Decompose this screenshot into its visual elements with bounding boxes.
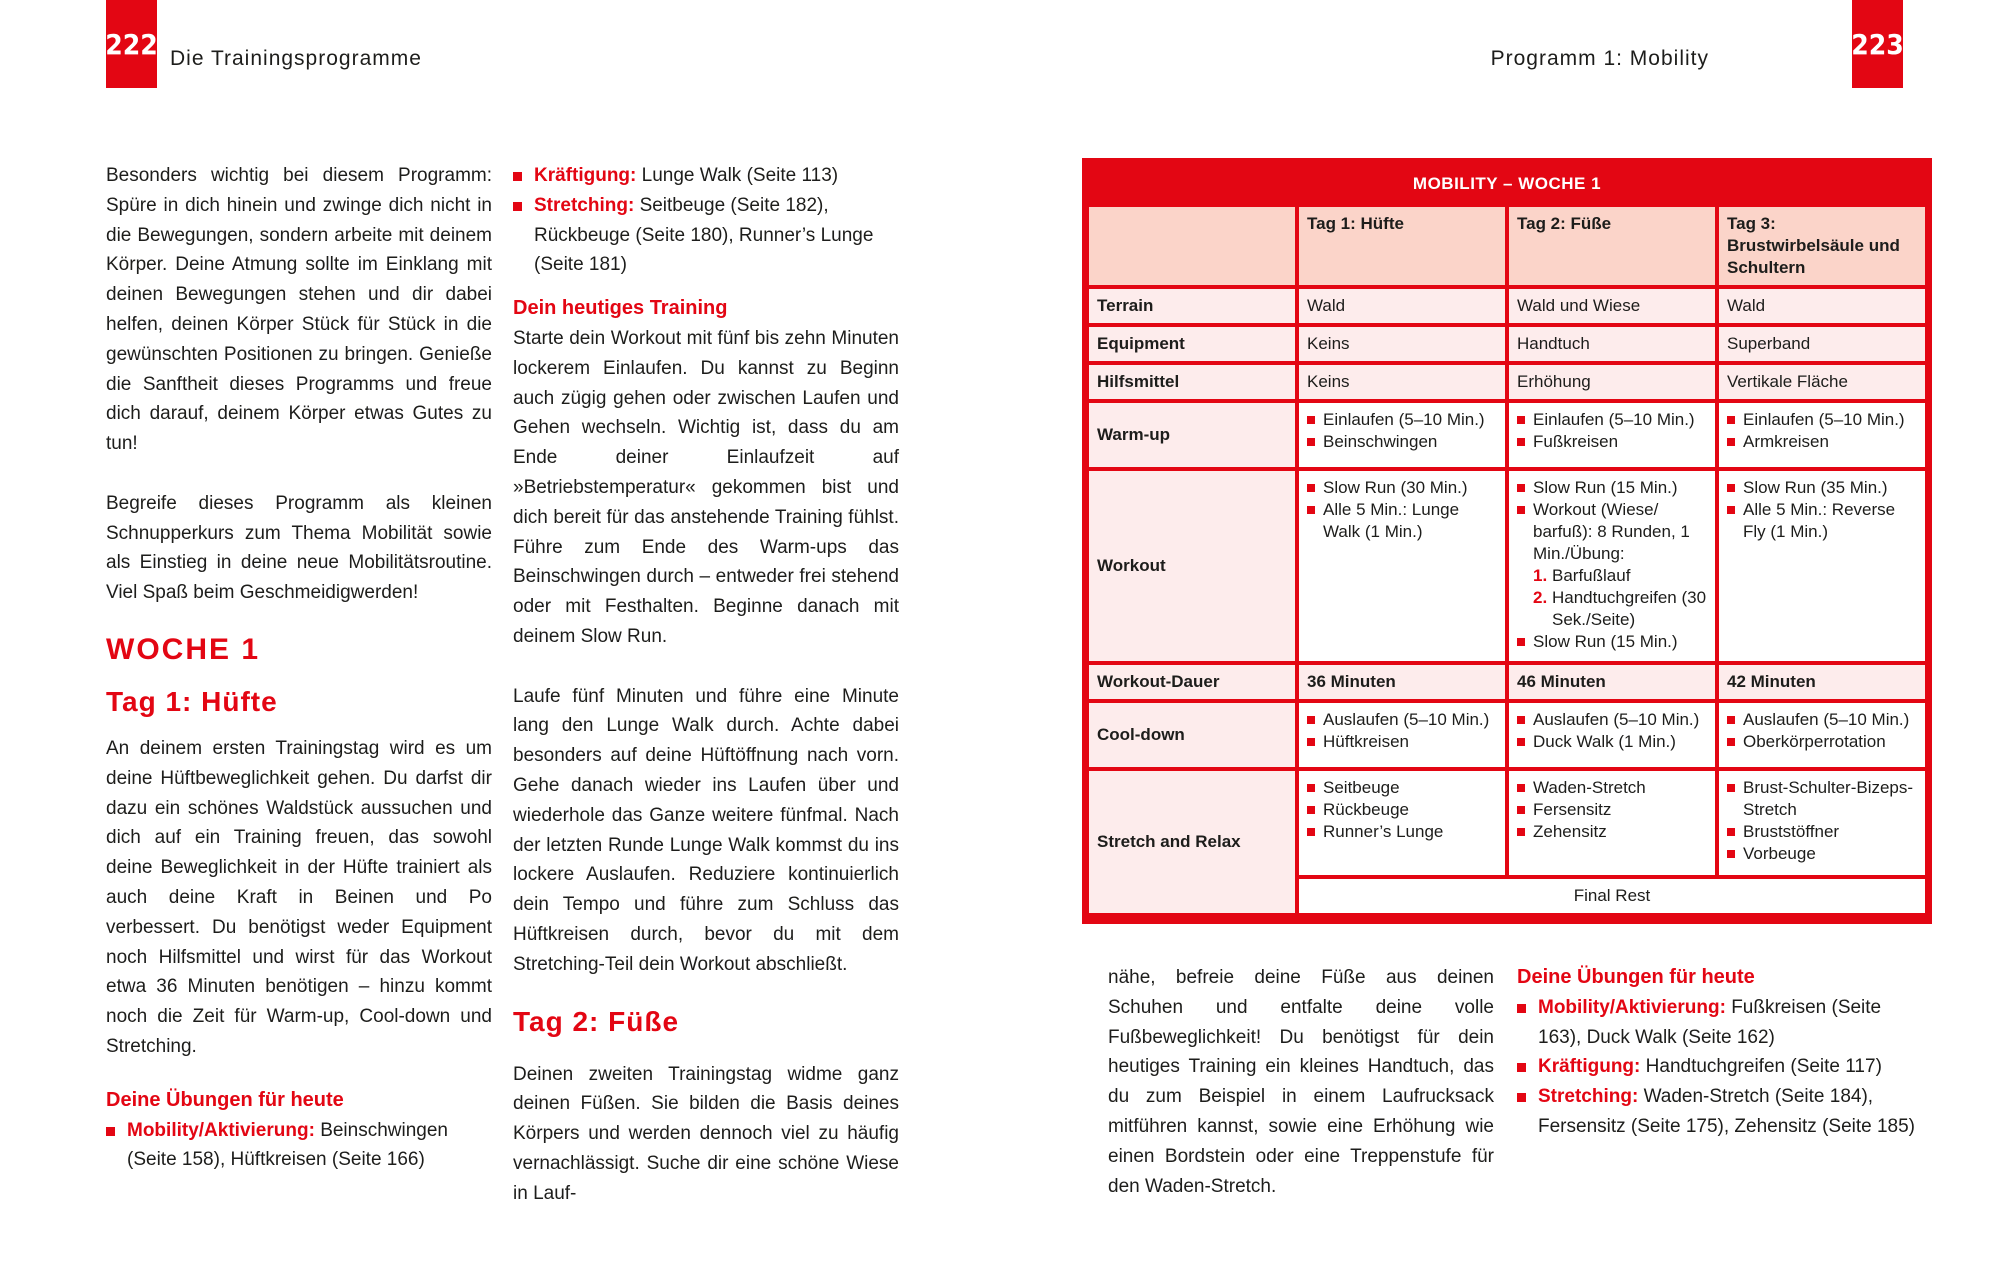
exercise-text: Handtuchgreifen (Seite 117) xyxy=(1645,1056,1882,1078)
table-header-day2: Tag 2: Füße xyxy=(1509,207,1715,285)
mobility-week1-table xyxy=(1082,158,1932,924)
table-row xyxy=(1089,289,1925,323)
day1-heading: Tag 1: Hüfte xyxy=(106,685,278,717)
table-cell xyxy=(1299,703,1505,767)
table-cell: 42 Minuten xyxy=(1719,665,1925,699)
training-heading: Dein heutiges Training xyxy=(513,297,728,320)
table-header-day3: Tag 3: Brustwirbelsäule und Schultern xyxy=(1719,207,1925,285)
table-cell: Erhöhung xyxy=(1509,365,1715,399)
final-rest-cell: Final Rest xyxy=(1299,879,1925,913)
table-row xyxy=(1089,365,1925,399)
week-heading: WOCHE 1 xyxy=(106,632,261,666)
list-item: Fersensitz xyxy=(1517,799,1707,821)
table-cell: 46 Minuten xyxy=(1509,665,1715,699)
list-item: Waden-Stretch xyxy=(1517,777,1707,799)
schedule-table xyxy=(1085,161,1929,917)
row-label-hilfsmittel: Hilfsmittel xyxy=(1089,365,1295,399)
list-item: Alle 5 Min.: Lunge Walk (1 Min.) xyxy=(1307,499,1497,543)
list-text: Handtuchgreifen (30 Sek./Seite) xyxy=(1552,588,1707,629)
list-item: Auslaufen (5–10 Min.) xyxy=(1517,709,1707,731)
exercise-label: Kräftigung: xyxy=(1538,1056,1641,1078)
list-item: Auslaufen (5–10 Min.) xyxy=(1307,709,1497,731)
table-cell xyxy=(1719,471,1925,661)
list-item xyxy=(1517,1082,1917,1142)
row-label-duration: Workout-Dauer xyxy=(1089,665,1295,699)
day2-heading: Tag 2: Füße xyxy=(513,1005,680,1037)
running-head-right: Programm 1: Mobility xyxy=(1490,47,1709,70)
table-cell: Wald xyxy=(1719,289,1925,323)
table-cell: 36 Minuten xyxy=(1299,665,1505,699)
list-item xyxy=(1517,499,1707,631)
list-item: Rückbeuge xyxy=(1307,799,1497,821)
exercise-text: Beinschwingen (Seite 158), Hüftkreisen (Seite 166) xyxy=(127,1119,448,1171)
table-row xyxy=(1089,665,1925,699)
table-cell xyxy=(1719,703,1925,767)
list-item xyxy=(513,191,899,280)
list-text: Barfußlauf xyxy=(1552,566,1631,585)
table-cell: Wald xyxy=(1299,289,1505,323)
list-item: Hüftkreisen xyxy=(1307,731,1497,753)
table-cell xyxy=(1299,471,1505,661)
table-cell: Keins xyxy=(1299,327,1505,361)
table-row xyxy=(1089,403,1925,467)
intro-paragraph: Besonders wichtig bei diesem Programm: Spüre in dich hinein und zwinge dich nicht in die Bewegungen, sondern arbeite mit deinem Körper. Deine Atmung sollte im Einklang mit deinen Bewegungen stehen und dir dabei helfen, deinen Körper Stück für Stück in die gewünschten Positionen zu bringen. Genieße die Sanftheit dieses Programms und freue dich darauf, deinem Körper etwas Gutes zu tun! xyxy=(106,165,492,455)
numbered-list xyxy=(1533,565,1707,631)
table-cell xyxy=(1719,403,1925,467)
table-cell: Wald und Wiese xyxy=(1509,289,1715,323)
left-column-1 xyxy=(106,161,492,1175)
list-item: Brust-Schulter-Bizeps-Stretch xyxy=(1727,777,1917,821)
exercise-label: Kräftigung: xyxy=(534,165,637,186)
table-row xyxy=(1089,471,1925,661)
exercises-heading-left: Deine Übungen für heute xyxy=(106,1088,344,1111)
exercise-label: Stretching: xyxy=(534,194,635,216)
list-item: Einlaufen (5–10 Min.) xyxy=(1307,409,1497,431)
exercise-text: Waden-Stretch (Seite 184), Fersensitz (Seite 175), Zehensitz (Seite 185) xyxy=(1538,1086,1916,1137)
list-item xyxy=(106,1116,492,1176)
exercise-text: Fußkreisen (Seite 163), Duck Walk (Seite 162) xyxy=(1538,996,1882,1048)
list-item: Runner’s Lunge xyxy=(1307,821,1497,843)
table-cell xyxy=(1719,771,1925,875)
list-item: Seitbeuge xyxy=(1307,777,1497,799)
list-item: Einlaufen (5–10 Min.) xyxy=(1517,409,1707,431)
table-row xyxy=(1089,703,1925,767)
exercise-list-left xyxy=(106,1116,492,1176)
table-title: MOBILITY – WOCHE 1 xyxy=(1089,165,1925,203)
list-item: Slow Run (15 Min.) xyxy=(1517,631,1707,653)
day2-paragraph-cont: nähe, befreie deine Füße aus deinen Schuhen und entfalte deine volle Fußbeweglichkeit! Du benötigst für dein heutiges Training ein kleines Handtuch, das du zum Beispiel in einem Laufrucksack mitführen kannst, sowie eine Erhöhung wie einen Bordstein oder eine Treppenstufe für den Waden-Stretch. xyxy=(1108,967,1494,1197)
table-cell xyxy=(1509,403,1715,467)
list-item xyxy=(1533,587,1707,631)
training-paragraph-1: Starte dein Workout mit fünf bis zehn Minuten lockerem Einlaufen. Du kannst zu Beginn auch zügig gehen oder zwischen Laufen und Gehen wechseln. Wichtig ist, dass du am Ende deiner Einlaufzeit auf »Betriebstemperatur« gekommen bist und dich bereit für das anstehende Training fühlst. Führe zum Ende des Warm-ups das Beinschwingen durch – entweder frei stehend oder mit Festhalten. Beginne danach mit deinem Slow Run. xyxy=(513,327,899,647)
table-row xyxy=(1089,165,1925,203)
list-item: Oberkörperrotation xyxy=(1727,731,1917,753)
exercise-text: Lunge Walk (Seite 113) xyxy=(641,165,839,186)
list-item: Beinschwingen xyxy=(1307,431,1497,453)
list-item: Slow Run (30 Min.) xyxy=(1307,477,1497,499)
list-number: 1. xyxy=(1533,566,1548,585)
row-label-warmup: Warm-up xyxy=(1089,403,1295,467)
exercise-label: Mobility/Aktivierung: xyxy=(1538,996,1726,1018)
table-cell xyxy=(1509,703,1715,767)
table-header-day1: Tag 1: Hüfte xyxy=(1299,207,1505,285)
table-cell xyxy=(1299,771,1505,875)
workout-desc: Workout (Wiese/ barfuß): 8 Runden, 1 Min./Übung: xyxy=(1533,500,1690,563)
table-row xyxy=(1089,327,1925,361)
list-item: Slow Run (15 Min.) xyxy=(1517,477,1707,499)
list-item: Einlaufen (5–10 Min.) xyxy=(1727,409,1917,431)
row-label-cooldown: Cool-down xyxy=(1089,703,1295,767)
list-item: Alle 5 Min.: Reverse Fly (1 Min.) xyxy=(1727,499,1917,543)
row-label-stretch: Stretch and Relax xyxy=(1089,771,1295,913)
table-cell xyxy=(1509,471,1715,661)
training-paragraph-2: Laufe fünf Minuten und führe eine Minute lang den Lunge Walk durch. Achte dabei besonders auf deine Hüftöffnung nach vorn. Gehe danach wieder ins Laufen über und wiederhole das Ganze weitere fünfmal. Nach der letzten Runde Lunge Walk kommst du ins lockere Auslaufen. Reduziere kontinuierlich dein Tempo und führe zum Schluss das Hüftkreisen durch, bevor du mit dem Stretching-Teil dein Workout abschließt. xyxy=(513,685,899,975)
list-item xyxy=(1533,565,1707,587)
list-number: 2. xyxy=(1533,588,1548,607)
list-item xyxy=(513,161,899,191)
intro-paragraph-2: Begreife dieses Programm als kleinen Schnupperkurs zum Thema Mobilität sowie als Einstieg in deine neue Mobilitätsroutine. Viel Spaß beim Geschmeidigwerden! xyxy=(106,492,492,604)
exercises-heading-right: Deine Übungen für heute xyxy=(1517,966,1755,988)
list-item: Bruststöffner xyxy=(1727,821,1917,843)
list-item: Armkreisen xyxy=(1727,431,1917,453)
right-column-2 xyxy=(1517,963,1917,1142)
table-cell: Superband xyxy=(1719,327,1925,361)
day2-paragraph: Deinen zweiten Trainingstag widme ganz deinen Füßen. Sie bilden die Basis deines Körpers und werden dennoch viel zu häufig vernachlässigt. Suche dir eine schöne Wiese in Lauf- xyxy=(513,1063,899,1204)
table-cell: Keins xyxy=(1299,365,1505,399)
list-item: Slow Run (35 Min.) xyxy=(1727,477,1917,499)
table-cell: Handtuch xyxy=(1509,327,1715,361)
row-label-equipment: Equipment xyxy=(1089,327,1295,361)
list-item: Duck Walk (1 Min.) xyxy=(1517,731,1707,753)
table-cell xyxy=(1299,403,1505,467)
table-row xyxy=(1089,207,1925,285)
right-column-1 xyxy=(1108,963,1494,1201)
page-number-left: 222 xyxy=(106,0,157,88)
table-cell: Vertikale Fläche xyxy=(1719,365,1925,399)
exercise-label: Mobility/Aktivierung: xyxy=(127,1119,315,1141)
table-corner xyxy=(1089,207,1295,285)
table-cell xyxy=(1509,771,1715,875)
list-item: Auslaufen (5–10 Min.) xyxy=(1727,709,1917,731)
exercise-label: Stretching: xyxy=(1538,1086,1639,1108)
running-head-left: Die Trainingsprogramme xyxy=(170,47,422,70)
exercise-text: Seitbeuge (Seite 182), Rückbeuge (Seite 180), Runner’s Lunge (Seite 181) xyxy=(534,194,874,276)
list-item xyxy=(1517,993,1917,1053)
list-item: Vorbeuge xyxy=(1727,843,1917,865)
table-row xyxy=(1089,771,1925,875)
row-label-workout: Workout xyxy=(1089,471,1295,661)
left-column-2 xyxy=(513,161,899,1209)
page-number-right: 223 xyxy=(1852,0,1903,88)
exercise-list-left-cont xyxy=(513,161,899,280)
exercise-list-right xyxy=(1517,993,1917,1142)
row-label-terrain: Terrain xyxy=(1089,289,1295,323)
list-item: Fußkreisen xyxy=(1517,431,1707,453)
day1-paragraph: An deinem ersten Trainingstag wird es um deine Hüftbeweglichkeit gehen. Du darfst dir dazu ein schönes Waldstück aussuchen und dich auf ein Training freuen, das sowohl deine Beweglichkeit in der Hüfte trainiert als auch deine Kraft in Beinen und Po verbessert. Du benötigst weder Equipment noch Hilfsmittel und wirst für das Workout etwa 36 Minuten benötigen – hinzu kommt noch die Zeit für Warm-up, Cool-down und Stretching. xyxy=(106,737,492,1057)
list-item: Zehensitz xyxy=(1517,821,1707,843)
list-item xyxy=(1517,1052,1917,1082)
